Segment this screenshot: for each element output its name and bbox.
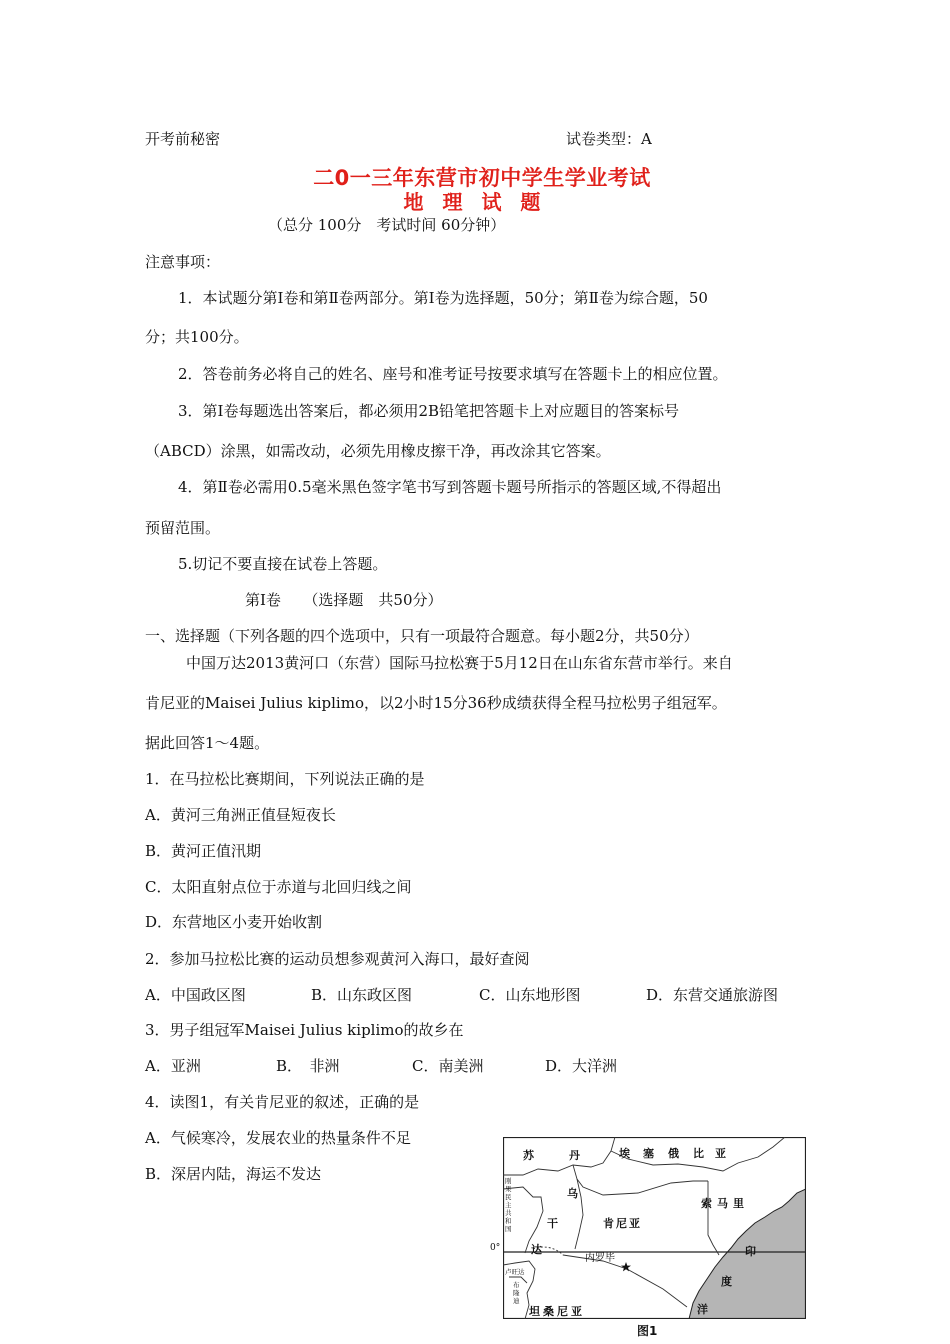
map-label-kenya: 肯尼亚 (603, 1217, 642, 1230)
map-label-nairobi: 内罗毕 (585, 1253, 615, 1264)
question-3-option-d: D．大洋洲 (545, 1057, 618, 1075)
map-label-drc-6: 和 (505, 1217, 512, 1225)
map-label-drc-4: 主 (505, 1201, 512, 1209)
question-2-option-c: C．山东地形图 (479, 986, 581, 1004)
question-2-option-a: A．中国政区图 (145, 986, 246, 1004)
question-1-option-d: D．东营地区小麦开始收割 (145, 913, 323, 931)
map-label-drc-2: 果 (505, 1185, 512, 1193)
equator-left-label: 0° (490, 1243, 501, 1253)
question-2-option-b: B．山东政区图 (311, 986, 413, 1004)
note-1-line-2: 分；共100分。 (145, 328, 249, 346)
subject-title: 地 理 试 题 (403, 190, 547, 214)
question-1: 1．在马拉松比赛期间，下列说法正确的是 (145, 770, 425, 788)
question-1-option-c: C．太阳直射点位于赤道与北回归线之间 (145, 878, 412, 896)
map-label-ocean-2: 度 (721, 1275, 732, 1288)
question-2: 2．参加马拉松比赛的运动员想参观黄河入海口，最好查阅 (145, 950, 530, 968)
paper-type-label: 试卷类型：A (566, 130, 652, 148)
note-1-line-1: 1．本试题分第Ⅰ卷和第Ⅱ卷两部分。第Ⅰ卷为选择题，50分；第Ⅱ卷为综合题，50 (178, 289, 708, 307)
map-label-uganda-2: 干 (547, 1217, 558, 1230)
map-label-somalia: 索马里 (701, 1197, 749, 1210)
figure-caption: 图1 (637, 1324, 658, 1338)
note-3-line-2: （ABCD）涂黑，如需改动，必须先用橡皮擦干净，再改涂其它答案。 (145, 442, 611, 460)
question-3: 3．男子组冠军Maisei Julius kiplimo的故乡在 (145, 1021, 464, 1039)
map-label-drc-5: 共 (505, 1209, 512, 1217)
map-label-drc-3: 民 (505, 1193, 512, 1201)
map-label-tanzania: 坦桑尼亚 (529, 1305, 585, 1318)
question-4-option-a: A．气候寒冷，发展农业的热量条件不足 (145, 1129, 411, 1147)
passage-line-3: 据此回答1～4题。 (145, 734, 270, 752)
kenya-map-svg (503, 1137, 806, 1319)
note-2: 2．答卷前务必将自己的姓名、座号和准考证号按要求填写在答题卡上的相应位置。 (178, 365, 728, 383)
question-1-option-a: A．黄河三角洲正值昼短夜长 (145, 806, 336, 824)
question-3-option-a: A．亚洲 (145, 1057, 201, 1075)
map-label-ethiopia-5: 亚 (715, 1147, 726, 1160)
exam-title: 二0一三年东营市初中学生学业考试 (313, 166, 651, 190)
map-label-uganda-1: 乌 (567, 1187, 578, 1200)
map-label-rwanda: 卢旺达 (505, 1268, 525, 1276)
map-label-drc-1: 刚 (505, 1177, 512, 1185)
section-1-instructions: 一、选择题（下列各题的四个选项中，只有一项最符合题意。每小题2分，共50分） (145, 627, 699, 645)
secret-label: 开考前秘密 (145, 130, 221, 148)
map-label-sudan-2: 丹 (569, 1149, 580, 1162)
map-label-ethiopia-3: 俄 (668, 1147, 679, 1160)
question-4-option-b: B．深居内陆，海运不发达 (145, 1165, 322, 1183)
map-label-burundi-3: 迪 (513, 1297, 520, 1305)
note-5: 5.切记不要直接在试卷上答题。 (178, 555, 388, 573)
map-label-uganda-3: 达 (531, 1243, 542, 1256)
map-label-sudan-1: 苏 (523, 1149, 534, 1162)
note-4-line-2: 预留范围。 (145, 519, 221, 537)
exam-info: （总分 100分 考试时间 60分钟） (268, 216, 506, 234)
question-1-option-b: B．黄河正值汛期 (145, 842, 262, 860)
notes-heading: 注意事项： (145, 253, 221, 271)
map-label-ocean-3: 洋 (697, 1303, 708, 1316)
map-label-ethiopia-1: 埃 (619, 1147, 630, 1160)
question-4: 4．读图1，有关肯尼亚的叙述，正确的是 (145, 1093, 420, 1111)
map-label-drc-7: 国 (505, 1225, 512, 1233)
question-3-option-b: B． 非洲 (276, 1057, 340, 1075)
passage-line-1: 中国万达2013黄河口（东营）国际马拉松赛于5月12日在山东省东营市举行。来自 (186, 654, 733, 672)
map-label-ocean-1: 印 (745, 1245, 756, 1258)
part-1-heading: 第Ⅰ卷 （选择题 共50分） (245, 591, 443, 609)
map-label-burundi-1: 布 (513, 1281, 520, 1289)
map-label-ethiopia-2: 塞 (643, 1147, 654, 1160)
question-2-option-d: D．东营交通旅游图 (646, 986, 779, 1004)
passage-line-2: 肯尼亚的Maisei Julius kiplimo，以2小时15分36秒成绩获得全程马拉松男子组冠军。 (145, 694, 727, 712)
map-label-burundi-2: 隆 (513, 1289, 520, 1297)
map-label-ethiopia-4: 比 (693, 1147, 704, 1160)
note-3-line-1: 3．第Ⅰ卷每题选出答案后，都必须用2B铅笔把答题卡上对应题目的答案标号 (178, 402, 680, 420)
kenya-map (503, 1137, 806, 1319)
question-3-option-c: C．南美洲 (412, 1057, 484, 1075)
note-4-line-1: 4．第Ⅱ卷必需用0.5毫米黑色签字笔书写到答题卡题号所指示的答题区域,不得超出 (178, 478, 722, 496)
